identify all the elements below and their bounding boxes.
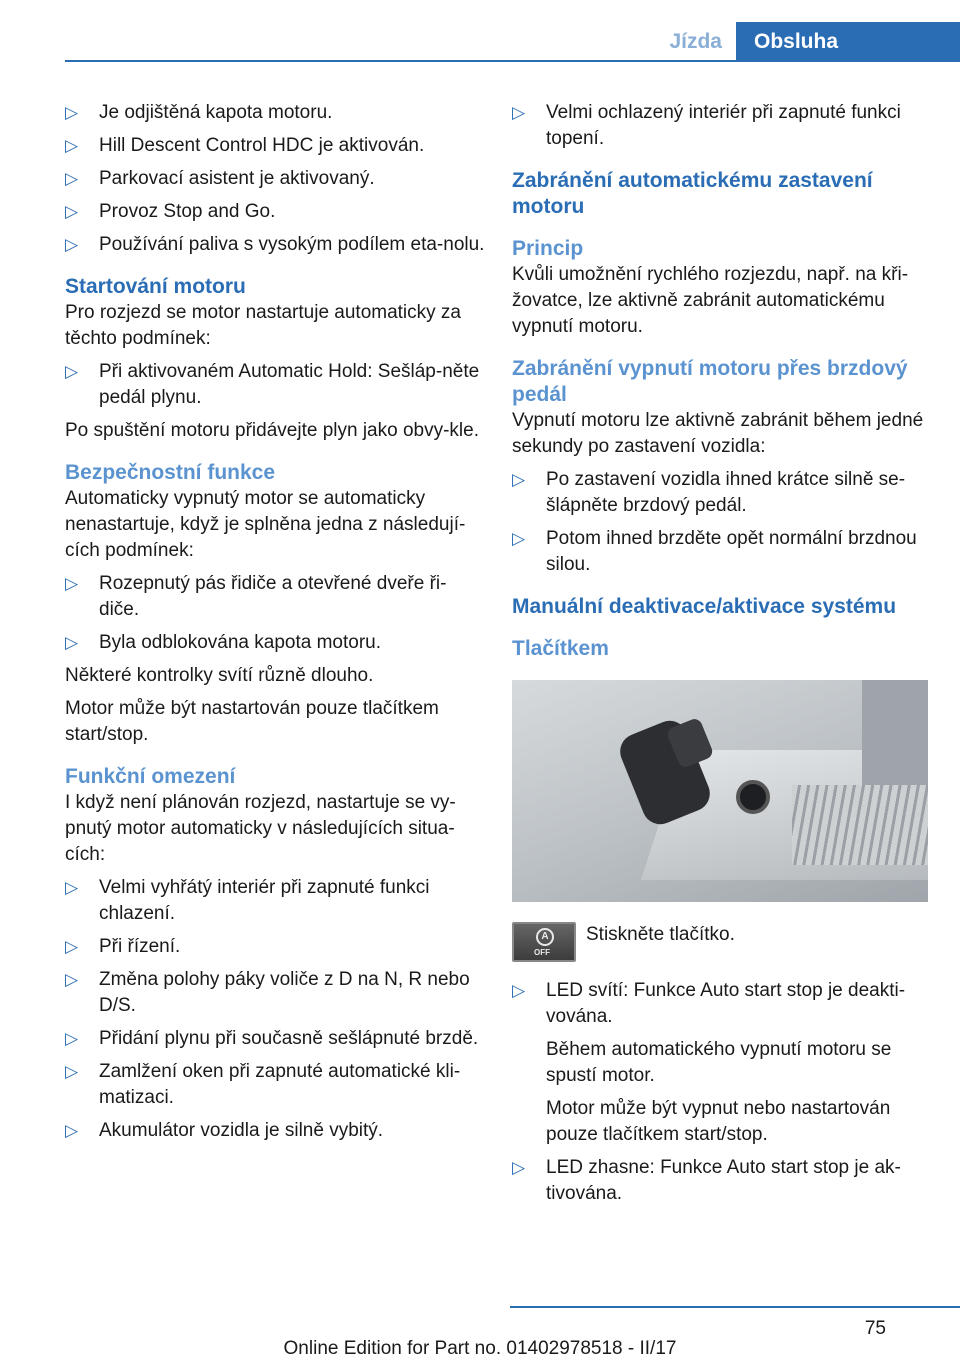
heading-brzdovy-pedal: Zabránění vypnutí motoru přes brzdový pedál	[512, 357, 908, 406]
triangle-bullet-icon: ▷	[65, 136, 79, 155]
heading-zabraneni: Zabránění automatickému zastavení motoru	[512, 169, 873, 218]
off-label-icon: OFF	[534, 948, 550, 957]
triangle-bullet-icon: ▷	[512, 470, 526, 489]
tab-obsluha[interactable]: Obsluha	[736, 22, 960, 62]
paragraph: Některé kontrolky svítí různě dlouho.	[65, 665, 374, 686]
paragraph: I když není plánován rozjezd, nastartuje se vy‐pnutý motor automaticky v následujících situa‐cích:	[65, 792, 456, 865]
triangle-bullet-icon: ▷	[65, 202, 79, 221]
list-item: ▷ Parkovací asistent je aktivovaný.	[65, 166, 485, 192]
triangle-bullet-icon: ▷	[65, 362, 79, 381]
list-item: ▷ Zamlžení oken při zapnuté automatické kli‐matizaci.	[65, 1061, 461, 1108]
triangle-bullet-icon: ▷	[65, 1029, 79, 1048]
triangle-bullet-icon: ▷	[512, 529, 526, 548]
page-number: 75	[864, 1318, 886, 1339]
photo-start-stop-button	[736, 780, 770, 814]
triangle-bullet-icon: ▷	[65, 1062, 79, 1081]
heading-startovani: Startování motoru	[65, 275, 246, 298]
list-item: ▷ LED zhasne: Funkce Auto start stop je ak‐tivována.	[512, 1157, 901, 1204]
list-item: ▷ Používání paliva s vysokým podílem eta‐nolu.	[65, 232, 485, 258]
dashboard-photo	[512, 680, 928, 902]
press-button-row	[512, 922, 932, 962]
paragraph: Vypnutí motoru lze aktivně zabránit během jedné sekundy po zastavení vozidla:	[512, 410, 924, 457]
list-item: ▷ Po zastavení vozidla ihned krátce silně se‐šlápněte brzdový pedál.	[512, 469, 906, 516]
list-item: ▷ Potom ihned brzděte opět normální brzdnou silou.	[512, 528, 917, 575]
list-item: ▷ Přidání plynu při současně sešlápnuté brzdě.	[65, 1026, 485, 1052]
list-item: ▷ Hill Descent Control HDC je aktivován.	[65, 133, 485, 159]
list-item-continuation: Motor může být vypnut nebo nastartován pouze tlačítkem start/stop.	[546, 1098, 891, 1145]
triangle-bullet-icon: ▷	[65, 937, 79, 956]
list-item: ▷ Velmi vyhřátý interiér při zapnuté funkci chlazení.	[65, 877, 430, 924]
triangle-bullet-icon: ▷	[65, 970, 79, 989]
list-item-continuation: Během automatického vypnutí motoru se spustí motor.	[546, 1039, 892, 1086]
triangle-bullet-icon: ▷	[65, 878, 79, 897]
list-item: ▷ Provoz Stop and Go.	[65, 199, 485, 225]
edition-footer: Online Edition for Part no. 01402978518 - II/17	[283, 1338, 677, 1359]
triangle-bullet-icon: ▷	[65, 633, 79, 652]
list-item: ▷ Byla odblokována kapota motoru.	[65, 630, 485, 656]
tab-jizda[interactable]: Jízda	[669, 30, 722, 53]
list-item: ▷ Změna polohy páky voliče z D na N, R nebo D/S.	[65, 969, 470, 1016]
auto-start-stop-off-icon	[512, 922, 576, 962]
triangle-bullet-icon: ▷	[512, 981, 526, 1000]
header-rule	[65, 60, 960, 62]
right-column	[512, 100, 932, 1214]
list-item: ▷ LED svítí: Funkce Auto start stop je deakti‐vována.	[512, 980, 906, 1027]
press-instruction: Stiskněte tlačítko.	[586, 924, 735, 945]
heading-funkcni: Funkční omezení	[65, 765, 236, 788]
heading-bezpecnostni: Bezpečnostní funkce	[65, 461, 276, 484]
paragraph: Pro rozjezd se motor nastartuje automaticky za těchto podmínek:	[65, 302, 462, 349]
photo-air-vent	[792, 785, 928, 865]
paragraph: Po spuštění motoru přidávejte plyn jako obvy‐kle.	[65, 420, 479, 441]
list-item: ▷ Při řízení.	[65, 934, 485, 960]
heading-princip: Princip	[512, 237, 584, 260]
triangle-bullet-icon: ▷	[65, 235, 79, 254]
auto-a-symbol-icon: A	[536, 928, 554, 946]
list-item: ▷ Při aktivovaném Automatic Hold: Sešláp‐něte pedál plynu.	[65, 361, 480, 408]
list-item: ▷ Je odjištěná kapota motoru.	[65, 100, 485, 126]
photo-a-pillar	[862, 680, 928, 790]
triangle-bullet-icon: ▷	[65, 574, 79, 593]
heading-tlacitkem: Tlačítkem	[512, 637, 609, 660]
list-item: ▷ Velmi ochlazený interiér při zapnuté funkci topení.	[512, 102, 901, 149]
footer-rule	[510, 1306, 960, 1308]
triangle-bullet-icon: ▷	[512, 1158, 526, 1177]
triangle-bullet-icon: ▷	[65, 1121, 79, 1140]
paragraph: Kvůli umožnění rychlého rozjezdu, např. na kři‐žovatce, lze aktivně zabránit automatickému vypnutí motoru.	[512, 264, 909, 337]
list-item: ▷ Rozepnutý pás řidiče a otevřené dveře ři‐diče.	[65, 573, 447, 620]
triangle-bullet-icon: ▷	[65, 169, 79, 188]
triangle-bullet-icon: ▷	[512, 103, 526, 122]
left-column	[65, 100, 485, 1151]
heading-manualni: Manuální deaktivace/aktivace systému	[512, 595, 897, 618]
paragraph: Motor může být nastartován pouze tlačítkem start/stop.	[65, 698, 439, 745]
paragraph: Automaticky vypnutý motor se automaticky nenastartuje, když je splněna jedna z následují‐cích podmínek:	[65, 488, 466, 561]
triangle-bullet-icon: ▷	[65, 103, 79, 122]
list-item: ▷ Akumulátor vozidla je silně vybitý.	[65, 1118, 485, 1144]
